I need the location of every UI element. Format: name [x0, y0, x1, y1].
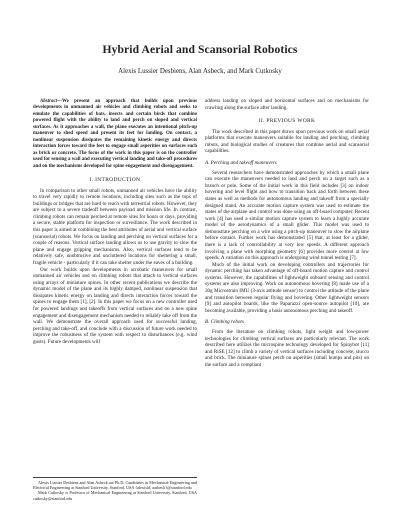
perching-paragraph-1: Several researchers have demonstrated approaches by which a small plane can execute the maneuvers needed to land and perch on a target such as a branch or pole. Some of the initial work in this field includes [3] on indoor hovering and level flight and how to transition back and forth between these states as well as methods for autonomous landing and takeoff from a specially designed stand. An accurate motion capture system was used to estimate the states of the airplane and control was done using an off-board computer. Recent work [4] has used a similar motion capture system to learn a highly accurate model of the aerodynamics of a small glider. This model was used to demonstrate perching on a wire using a pitch-up maneuver to slow the airplane before contact. Further work has demonstrated [5] that, at least for a glider, there is a lack of controllability at very low speeds. A different approach involving a plane with morphing geometry [6] provides more control at low speeds. A variation on this approach is undergoing wind tunnel testing [7]. — [205, 169, 369, 262]
section-heading-introduction: I. INTRODUCTION — [89, 176, 141, 183]
right-column — [205, 98, 369, 368]
footnote — [33, 477, 197, 501]
previous-work-paragraph-1: The work described in this paper draws upon previous work on small aerial platforms that execute maneuvers suitable for landing and perching, climbing robots, and biological studies of creatures that combine aerial and scansorial capabilities. — [205, 128, 369, 155]
intro-paragraph-1: In comparison to other small robots, unmanned air vehicles have the ability to travel very rapidly to remote locations, including sites such as the tops of buildings or bridges that are hard to reach with terrestrial robots. However, they are subject to a severe tradeoff between payload and mission life. In contrast, climbing robots can remain perched at remote sites for hours or days, providing a secure, stable platform for inspection or surveillance. The work described in this paper is aimed at combining the best attributes of aerial and vertical surface (scansorial) robots. We focus on landing and perching on vertical surfaces for a couple of reasons. Vertical surface landing allows us to use gravity to slow the plane and engage gripping mechanisms. Also, vertical surfaces tend to be relatively safe, unobtrusive and uncluttered locations for sheltering a small, fragile vehicle - particularly if it can take shelter under the eaves of a building. — [33, 187, 197, 266]
perching-paragraph-2: Much of the initial work on developing controllers and trajectories for dynamic perching has taken advantage of off-board motion capture and control systems. However, the capabilities of lightweight onboard sensing and control systems are also improving. Work on autonomous hovering [8] made use of a 30g Microstrain IMU (3-axis attitude sensor) to control the attitude of the plane and transition between regular flying and hovering. Other lightweight sensors [9] and autopilot boards, like the Paparazzi open-source autopilot [10], are becoming available, providing a basis autonomous perching and takeoff. — [205, 261, 369, 314]
paper-title: Hybrid Aerial and Scansorial Robotics — [102, 43, 298, 56]
subsection-heading-perching: A. Perching and takeoff maneuvers — [205, 160, 277, 167]
subsection-heading-climbing: B. Climbing robots — [205, 319, 244, 326]
footnote-authors-2: Mark Cutkosky is Professor of Mechanical Engineering at Stanford University, Stanford, USA cutkosky@stanford.edu — [33, 490, 197, 501]
footnote-authors-1: Alexis Lussier Desbiens and Alan Asbeck are Ph.D. Candidates in Mechanical Engineering and Electrical Engineering at Stanford University, Stanford, USA {alexisld, aasbeck}@stanford.edu — [33, 480, 197, 491]
climbing-paragraph-1: From the literature on climbing robots, light weight and low-power technologies for climbing vertical surfaces are particularly relevant. The work described here utilizes the microspine technology developed for Spinybot [11] and RiSE [12] to climb a variety of vertical surfaces including concrete, stucco and brick. The miniature spines perch on asperities (small bumps and pits) on the surface and a compliant — [205, 328, 369, 368]
section-heading-previous-work: II. PREVIOUS WORK — [258, 118, 316, 125]
abstract-text: —We present an approach that builds upon previous developments in unmanned air vehicles and climbing robots and seeks to emulate the capabilities of bats, insects and certain birds that combine powered flight with the ability to land and perch on sloped and vertical surfaces. As it approaches a wall, the plane executes an intentional pitch-up maneuver to shed speed and present its feet for landing. On contact, a nonlinear suspension dissipates the remaining kinetic energy and directs interaction forces toward the feet to engage small asperities on surfaces such as brick or concrete. The focus of the work in this paper is on the controller used for sensing a wall and executing vertical landing and take-off procedures and on the mechanisms developed for spine engagement and disengagement. — [33, 99, 197, 169]
abstract — [33, 99, 197, 170]
abstract-label: Abstract — [40, 99, 58, 104]
intro-paragraph-2-continued: address landing on sloped and horizontal surfaces and on mechanisms for crawling along the surface after landing. — [205, 98, 369, 111]
left-column — [33, 99, 197, 345]
intro-paragraph-2: Our work builds upon developments in acrobatic maneuvers for small unmanned air vehicles and on climbing robots that attach to vertical surfaces using arrays of miniature spines. In other recent publications we describe the dynamic model of the plane and its highly damped, nonlinear suspension that dissipates kinetic energy on landing and directs interaction forces toward the spines to engage them [1], [2]. In this paper we focus on a new controller used for powered landings and takeoffs from vertical surfaces and on a new spine engagement and disengagement mechanism needed to reliably take off from the wall. We demonstrate the overall approach used for successful landing, perching and take-off, and conclude with a discussion of future work needed to improve the robustness of the system with respect to disturbances (e.g. wind gusts). Future developments will — [33, 266, 197, 345]
author-list: Alexis Lussier Desbiens, Alan Asbeck, and Mark Cutkosky — [118, 68, 282, 75]
